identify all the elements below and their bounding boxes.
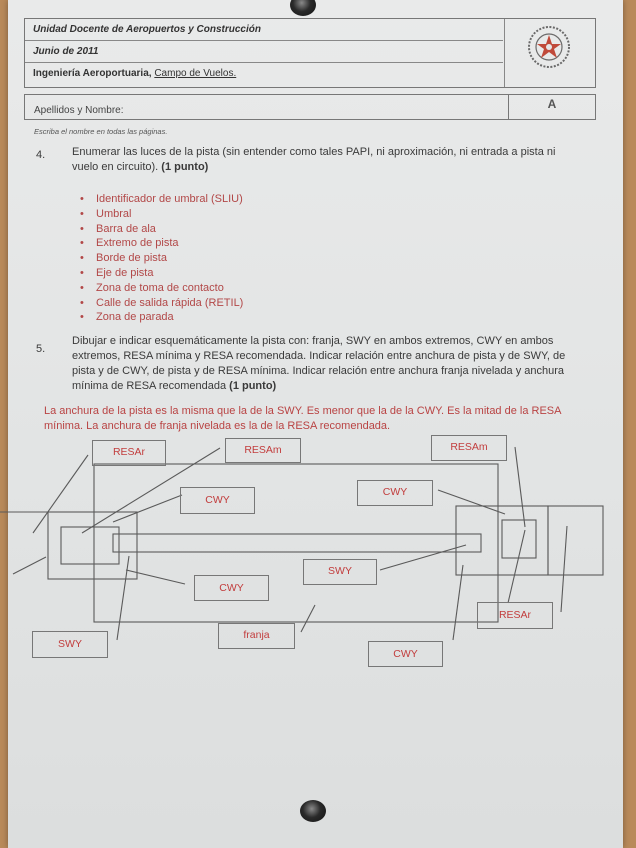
name-note: Escriba el nombre en todas las páginas.	[34, 127, 168, 136]
label-swy-center: SWY	[303, 559, 377, 585]
question-4-number: 4.	[36, 149, 46, 161]
list-item: • Zona de toma de contacto	[80, 281, 243, 296]
list-item: • Calle de salida rápida (RETIL)	[80, 296, 243, 311]
exam-version: A	[508, 95, 595, 119]
name-label: Apellidos y Nombre:	[34, 105, 124, 116]
list-item: • Borde de pista	[80, 251, 243, 266]
list-item: • Identificador de umbral (SLIU)	[80, 192, 243, 207]
question-5-points: (1 punto)	[229, 380, 277, 392]
label-cwy-bottom-center: CWY	[194, 575, 269, 601]
unit-title: Unidad Docente de Aeropuertos y Construcción	[33, 24, 261, 35]
question-5-number: 5.	[36, 343, 46, 355]
question-4-prompt: Enumerar las luces de la pista (sin entender como tales PAPI, ni aproximación, ni entrada a pista ni vuelo en circuito).	[72, 146, 556, 173]
label-resar-right: RESAr	[477, 602, 553, 629]
label-resam-center: RESAm	[225, 438, 301, 463]
exam-date: Junio de 2011	[33, 46, 99, 57]
list-item: • Zona de parada	[80, 310, 243, 325]
resa-ext-right-rect	[548, 506, 603, 575]
label-swy-left: SWY	[32, 631, 108, 658]
subject-section: Campo de Vuelos.	[154, 68, 237, 79]
label-cwy-top-right: CWY	[357, 480, 433, 506]
list-item: • Extremo de pista	[80, 236, 243, 251]
cwy-left-rect	[61, 527, 119, 564]
list-item: • Barra de ala	[80, 222, 243, 237]
runway-rect	[113, 534, 481, 552]
label-resar-left: RESAr	[92, 440, 166, 466]
label-resam-right: RESAm	[431, 435, 507, 461]
question-4-points: (1 punto)	[161, 161, 209, 173]
question-5-prompt: Dibujar e indicar esquemáticamente la pista con: franja, SWY en ambos extremos, CWY en ambos extremos, RESA mínima y RESA recomendada. Indicar relación entre anchura de pista y de SWY, de pista y de CWY, de pista y de RESA mínima. Indicar relación entre anchura franja nivelada y anchura mínima de RESA recomendada	[72, 335, 566, 392]
list-item: • Umbral	[80, 207, 243, 222]
label-cwy-bottom-right: CWY	[368, 641, 443, 667]
subject-name: Ingeniería Aeroportuaria,	[33, 68, 152, 79]
list-item: • Eje de pista	[80, 266, 243, 281]
label-cwy-top-left: CWY	[180, 487, 255, 514]
label-franja: franja	[218, 623, 295, 649]
cwy-right-rect	[502, 520, 536, 558]
question-5-answer: La anchura de la pista es la misma que la de la SWY. Es menor que la de la CWY. Es la mitad de la RESA mínima. La anchura de franja nivelada es la de la RESA recomendada.	[44, 405, 561, 432]
